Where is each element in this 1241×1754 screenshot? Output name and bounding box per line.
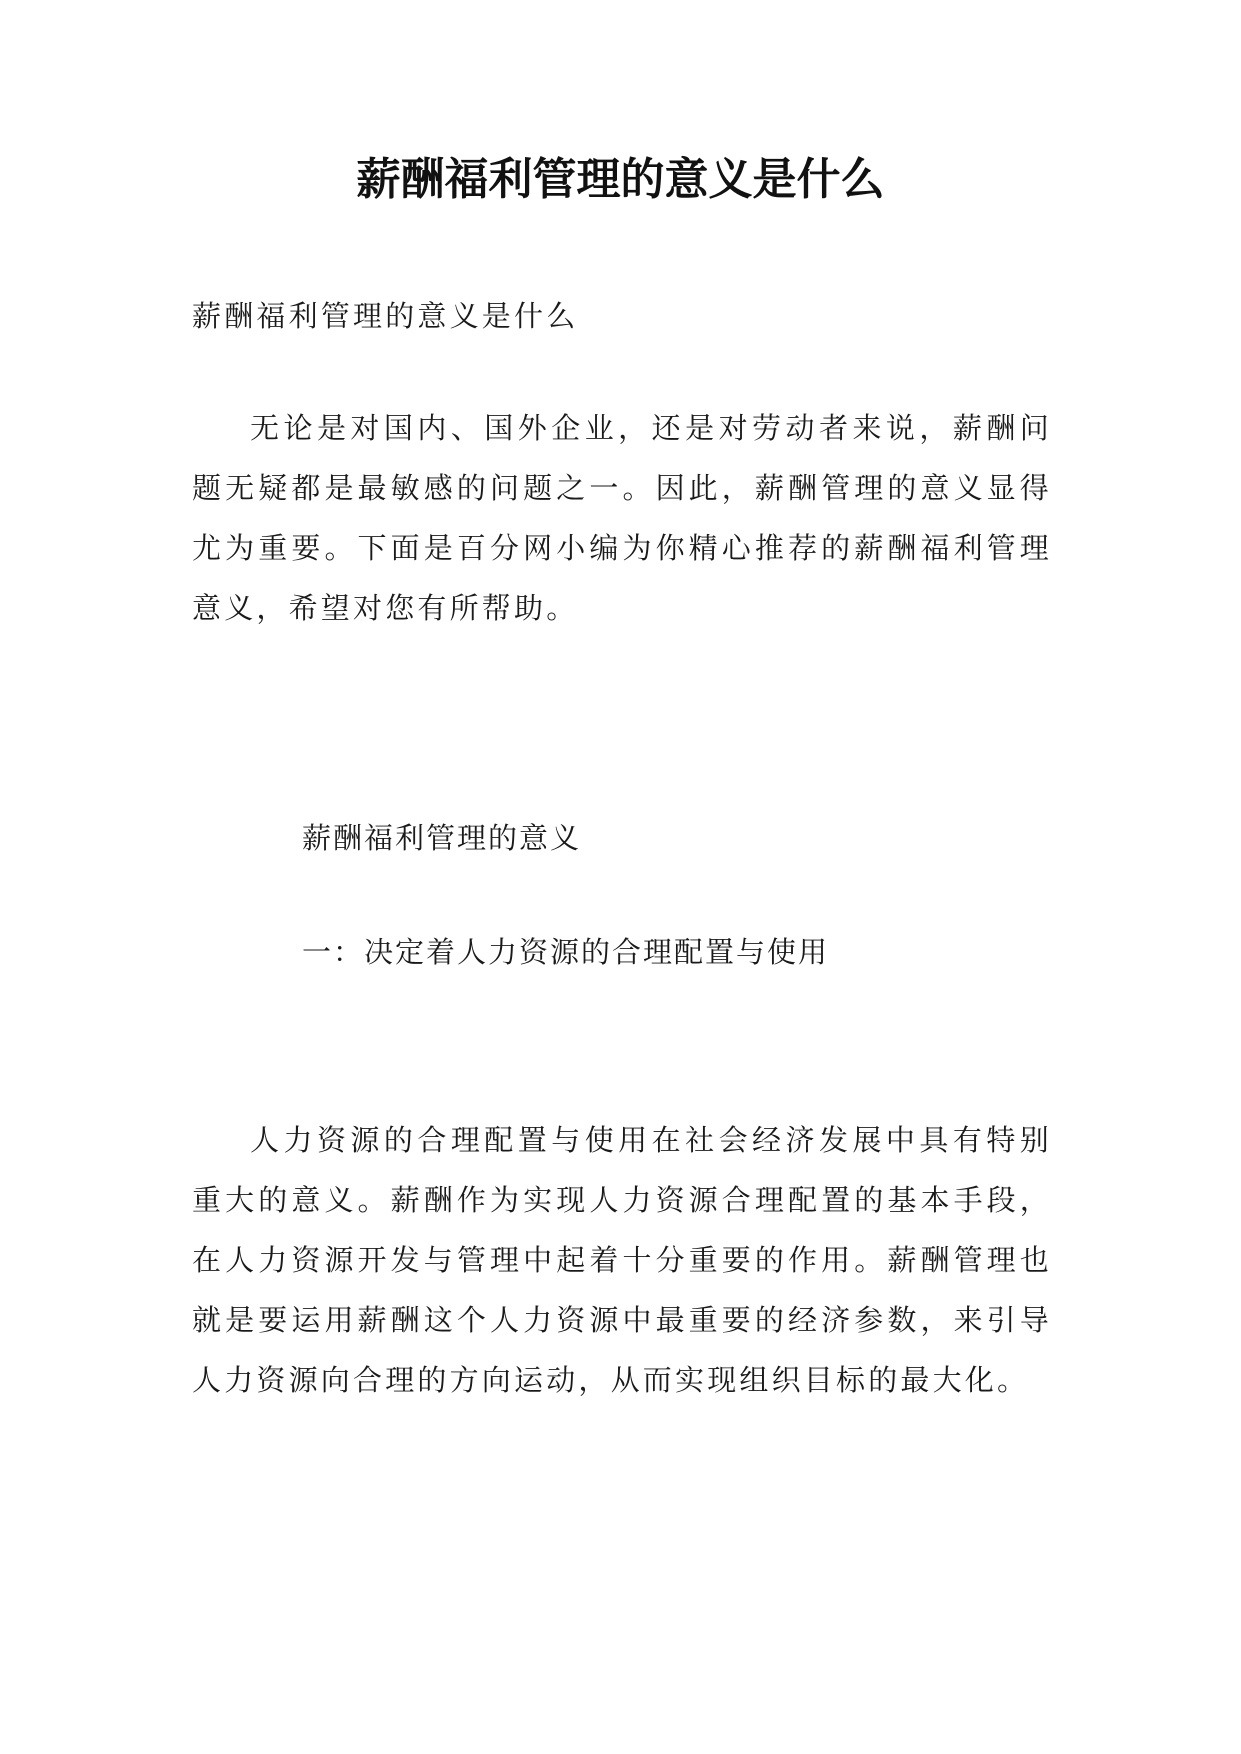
point-one-paragraph: 人力资源的合理配置与使用在社会经济发展中具有特别重大的意义。薪酬作为实现人力资源合理配置的基本手段，在人力资源开发与管理中起着十分重要的作用。薪酬管理也就是要运用薪酬这个人力资源中最重要的经济参数，来引导人力资源向合理的方向运动，从而实现组织目标的最大化。 (192, 1123, 1052, 1397)
document-title: 薪酬福利管理的意义是什么 (356, 154, 885, 205)
section-heading: 薪酬福利管理的意义 (302, 821, 582, 855)
intro-paragraph: 无论是对国内、国外企业，还是对劳动者来说，薪酬问题无疑都是最敏感的问题之一。因此，薪酬管理的意义显得尤为重要。下面是百分网小编为你精心推荐的薪酬福利管理意义，希望对您有所帮助。 (192, 411, 1052, 625)
point-one-heading: 一：决定着人力资源的合理配置与使用 (302, 935, 830, 969)
document-subtitle: 薪酬福利管理的意义是什么 (192, 299, 579, 333)
